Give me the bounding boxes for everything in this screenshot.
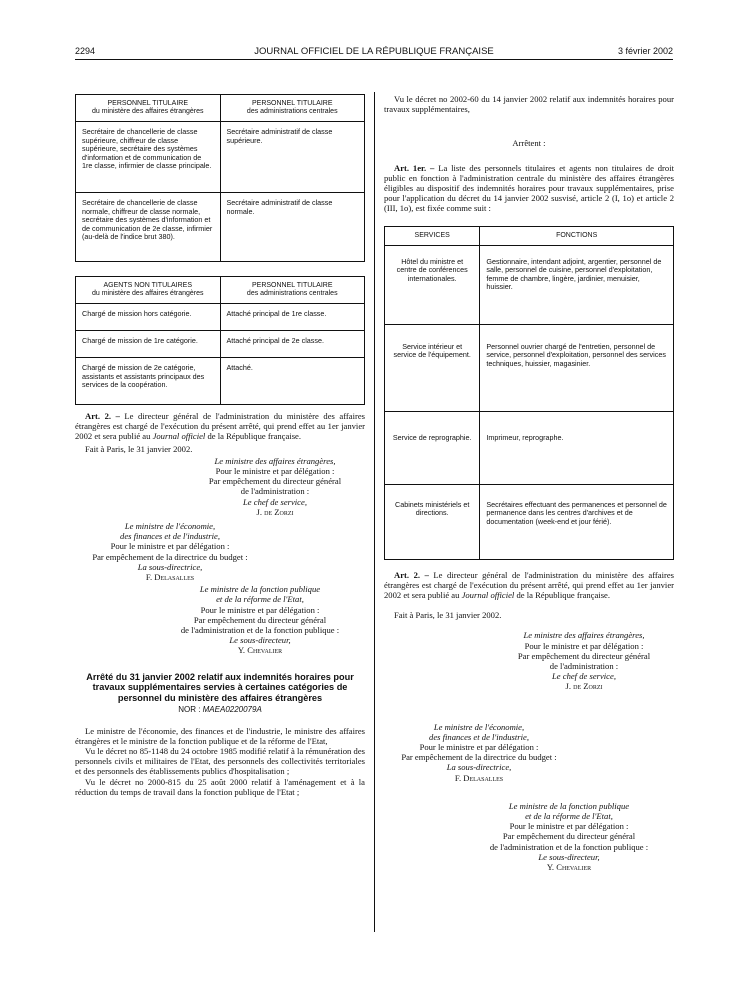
delegation-line: Par empêchement de la directrice du budget : — [92, 551, 248, 562]
table-cell: Secrétaire de chancellerie de classe supérieure, chiffreur de classe supérieure, secrétaire des systèmes d'information et de communication de 1re classe, infirmier de classe principale. — [76, 122, 221, 193]
delegation-line: Pour le ministre et par délégation : — [524, 640, 644, 651]
delegation-line: Par empêchement du directeur général — [502, 831, 636, 842]
header-label: PERSONNEL TITULAIRE — [107, 100, 189, 107]
arrete-visa: Vu le décret no 2000-815 du 25 août 2000 relatif à l'aménagement et à la réduction du temps de travail dans la fonction publique de l'Etat ; — [75, 776, 365, 797]
signatory-title: Le ministre des affaires étrangères, — [523, 630, 645, 641]
header-rule — [75, 59, 673, 60]
table-cell: Chargé de mission de 2e catégorie, assistants et assistants principaux des services de la coopération. — [76, 358, 221, 405]
column-divider — [374, 92, 375, 932]
table-cell: Secrétaire administratif de classe normale. — [220, 193, 365, 262]
signatory-role: Le chef de service, — [243, 496, 307, 507]
signature-block-economie — [75, 521, 365, 582]
table-cell: Hôtel du ministre et centre de conférences internationales. — [385, 245, 480, 324]
signatory-role: Le sous-directeur, — [538, 851, 600, 862]
article-text: Le directeur général de l'administration du ministère des affaires étrangères est chargé de l'exécution du présent arrêté, qui prend effet au 1er janvier 2002 et sera publié au — [75, 411, 366, 442]
delegation-line: Pour le ministre et par délégation : — [419, 742, 539, 753]
table-row — [76, 304, 365, 331]
table-cell: Secrétaires effectuant des permanences et personnel de permanence dans les centres d'archives et de documentation (week-end et jour férié). — [480, 484, 674, 559]
table-row — [76, 358, 365, 405]
delegation-line: Pour le ministre et par délégation : — [200, 604, 320, 615]
signatory-role: Le sous-directeur, — [229, 635, 291, 646]
signatory-title: des finances et de l'industrie, — [429, 731, 529, 742]
grade-table-non-titulaires — [75, 276, 365, 405]
header-sublabel: des administrations centrales — [246, 290, 338, 297]
article-text: Le directeur général de l'administration du ministère des affaires étrangères est chargé de l'exécution du présent arrêté, qui prend effet au 1er janvier 2002 et sera publié au — [384, 569, 675, 601]
table-cell: Attaché principal de 1re classe. — [220, 304, 365, 331]
arrete-preamble: Le ministre de l'économie, des finances et de l'industrie, le ministre des affaires étrangères et le ministre de la fonction publique et de la réforme de l'Etat, — [75, 725, 365, 746]
visa-decree: Vu le décret no 2002-60 du 14 janvier 2002 relatif aux indemnités horaires pour travaux supplémentaires, — [384, 94, 674, 115]
signatory-role: Le chef de service, — [552, 671, 616, 682]
arretent-heading: Arrêtent : — [512, 138, 546, 149]
signature-block-fonction-publique — [384, 801, 674, 872]
table2-col1-header — [76, 277, 221, 304]
journal-ref: Journal officiel — [461, 590, 515, 601]
header-label: PERSONNEL TITULAIRE — [251, 100, 333, 107]
left-column — [75, 94, 365, 797]
delegation-line: Par empêchement du directeur général — [517, 650, 651, 661]
article-text: de la République française. — [205, 431, 301, 442]
nor-reference — [75, 705, 365, 715]
delegation-line: de l'administration et de la fonction publique : — [180, 625, 340, 636]
article-label: Art. 2. – — [85, 411, 120, 421]
signature-block-fonction-publique — [75, 584, 365, 655]
services-header: SERVICES — [385, 226, 480, 245]
signing-place-date: Fait à Paris, le 31 janvier 2002. — [85, 443, 193, 454]
header-sublabel: du ministère des affaires étrangères — [91, 290, 204, 297]
arrete-title: Arrêté du 31 janvier 2002 relatif aux indemnités horaires pour travaux supplémentaires servies à certaines catégories de personnel du ministère des affaires étrangères — [86, 671, 354, 703]
signature-block-economie — [384, 722, 674, 783]
table-row — [76, 193, 365, 262]
table-cell: Gestionnaire, intendant adjoint, argentier, personnel de salle, personnel de cuisine, personnel d'exploitation, femme de chambre, lingère, jardinier, menuisier, huissier. — [480, 245, 674, 324]
signature-block-affaires-etrangeres — [384, 630, 674, 691]
signatory-name: Y. Chevalier — [237, 645, 283, 656]
signatory-title: et de la réforme de l'Etat, — [525, 811, 613, 822]
signatory-name: J. de Zorzi — [565, 681, 603, 692]
delegation-line: Par empêchement du directeur général — [193, 614, 327, 625]
journal-ref: Journal officiel — [152, 431, 206, 442]
article-1-paragraph — [384, 163, 674, 214]
delegation-line: de l'administration : — [549, 661, 619, 672]
signatory-role: La sous-directrice, — [137, 561, 203, 572]
nor-code: MAEA0220079A — [202, 705, 262, 715]
delegation-line: de l'administration : — [240, 486, 310, 497]
functions-header: FONCTIONS — [480, 226, 674, 245]
signatory-name: F. Delasalles — [145, 572, 195, 583]
article-label: Art. 1er. – — [394, 162, 435, 173]
signing-place-date: Fait à Paris, le 31 janvier 2002. — [394, 610, 502, 621]
header-label: PERSONNEL TITULAIRE — [251, 282, 333, 289]
table1-col1-header — [76, 95, 221, 122]
table1-col2-header — [220, 95, 365, 122]
table2-col2-header — [220, 277, 365, 304]
signatory-title: des finances et de l'industrie, — [120, 531, 220, 542]
article-2-paragraph — [75, 411, 365, 442]
table-cell: Secrétaire de chancellerie de classe normale, chiffreur de classe normale, secrétaire des systèmes d'information et de communication de 2e classe, infirmier (au-delà de l'indice brut 380). — [76, 193, 221, 262]
page-number: 2294 — [75, 46, 96, 56]
signatory-name: F. Delasalles — [454, 772, 504, 783]
table-cell: Attaché. — [220, 358, 365, 405]
table-cell: Imprimeur, reprographe. — [480, 411, 674, 484]
services-functions-table — [384, 226, 674, 560]
delegation-line: Pour le ministre et par délégation : — [215, 466, 335, 477]
nor-label: NOR : — [178, 705, 203, 715]
table-cell: Service de reprographie. — [385, 411, 480, 484]
table-row — [385, 411, 674, 484]
article-label: Art. 2. – — [394, 569, 429, 580]
table-cell: Secrétaire administratif de classe supérieure. — [220, 122, 365, 193]
signatory-role: La sous-directrice, — [446, 762, 512, 773]
grade-table-titulaires — [75, 94, 365, 262]
signatory-title: Le ministre de la fonction publique — [508, 800, 630, 811]
table-cell: Chargé de mission hors catégorie. — [76, 304, 221, 331]
table-row — [385, 324, 674, 411]
table-cell: Service intérieur et service de l'équipement. — [385, 324, 480, 411]
delegation-line: Pour le ministre et par délégation : — [110, 541, 230, 552]
signatory-name: Y. Chevalier — [546, 862, 592, 873]
table-cell: Cabinets ministériels et directions. — [385, 484, 480, 559]
table-row — [385, 245, 674, 324]
table-cell: Attaché principal de 2e classe. — [220, 331, 365, 358]
table-cell: Personnel ouvrier chargé de l'entretien, personnel de service, personnel d'exploitation, personnel des services techniques, huissier, magasinier. — [480, 324, 674, 411]
article-text: La liste des personnels titulaires et agents non titulaires de droit public en fonction à l'administration centrale du ministère des affaires étrangères éligibles au dispositif des indemnités horaires pour travaux supplémentaires, prise pour l'application du décret du 14 janvier 2002 susvisé, article 2 (I, 1o) et article 2 (III, 1o), est fixée comme suit : — [384, 162, 674, 214]
arrete-visa: Vu le décret no 85-1148 du 24 octobre 1985 modifié relatif à la rémunération des personnels civils et militaires de l'Etat, des personnels des collectivités territoriales et des personnels des établissements publics d'hospitalisation ; — [75, 746, 365, 777]
article-2-paragraph — [384, 570, 674, 601]
signatory-title: Le ministre de l'économie, — [124, 521, 216, 532]
table-cell: Chargé de mission de 1re catégorie. — [76, 331, 221, 358]
delegation-line: Pour le ministre et par délégation : — [509, 821, 629, 832]
signatory-name: J. de Zorzi — [256, 506, 294, 517]
signature-block-affaires-etrangeres — [75, 456, 365, 517]
signatory-title: Le ministre des affaires étrangères, — [214, 455, 336, 466]
delegation-line: Par empêchement de la directrice du budget : — [401, 752, 557, 763]
table-row — [76, 331, 365, 358]
right-column — [384, 94, 674, 872]
delegation-line: de l'administration et de la fonction publique : — [489, 841, 649, 852]
header-label: AGENTS NON TITULAIRES — [103, 282, 193, 289]
signatory-title: Le ministre de la fonction publique — [199, 584, 321, 595]
issue-date: 3 février 2002 — [617, 46, 673, 56]
table-row — [385, 484, 674, 559]
header-sublabel: du ministère des affaires étrangères — [91, 108, 204, 115]
journal-title: JOURNAL OFFICIEL DE LA RÉPUBLIQUE FRANÇAISE — [254, 46, 494, 57]
delegation-line: Par empêchement du directeur général — [208, 476, 342, 487]
signatory-title: Le ministre de l'économie, — [433, 721, 525, 732]
header-sublabel: des administrations centrales — [246, 108, 338, 115]
article-text: de la République française. — [514, 590, 610, 601]
signatory-title: et de la réforme de l'Etat, — [216, 594, 304, 605]
table-row — [76, 122, 365, 193]
